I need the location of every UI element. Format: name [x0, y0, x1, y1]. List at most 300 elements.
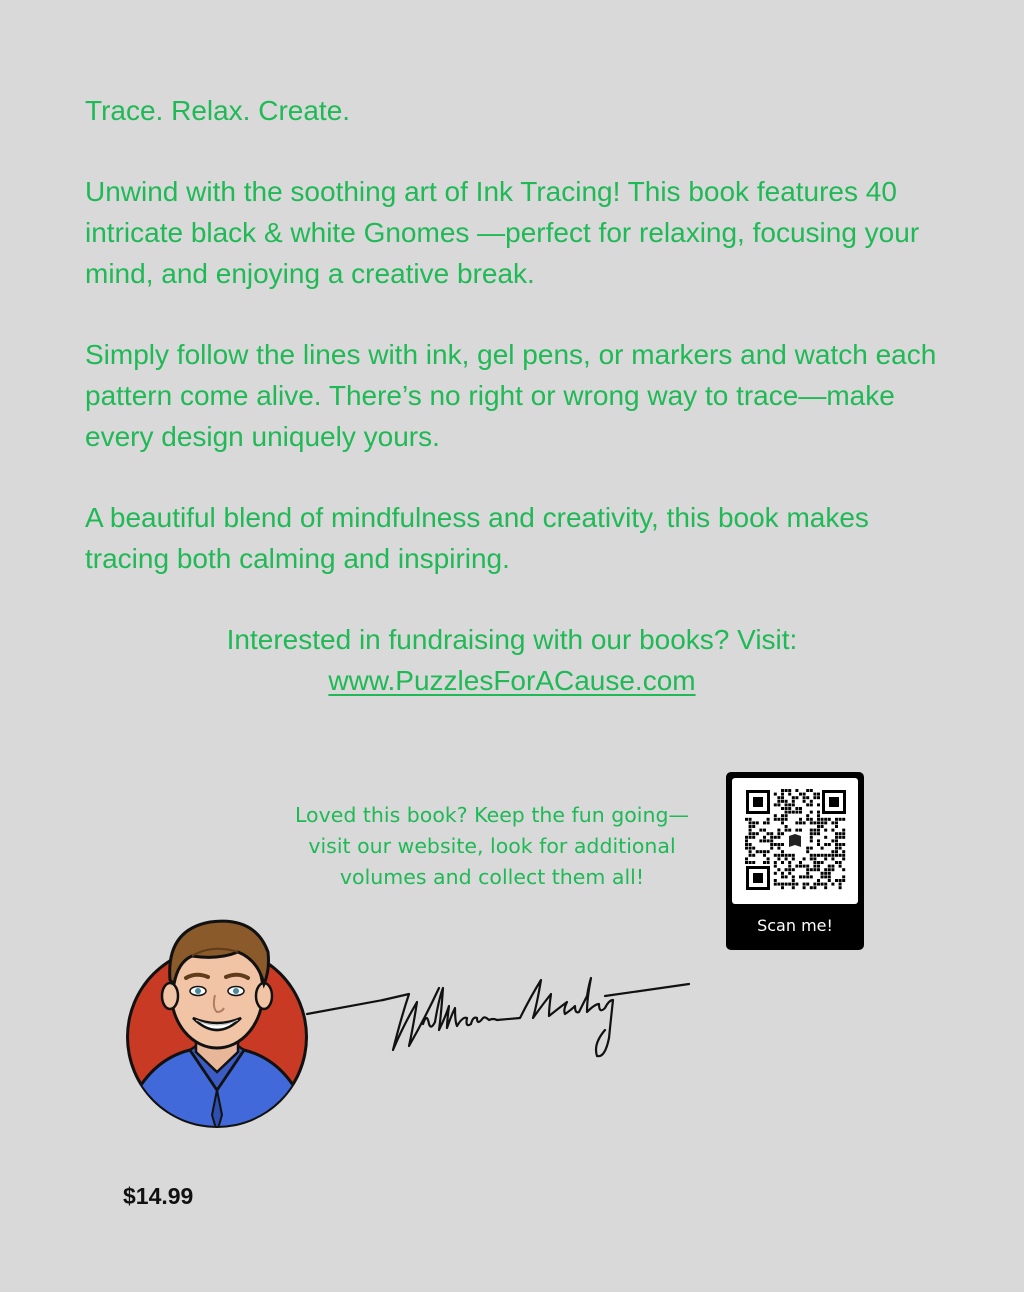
qr-module	[806, 875, 809, 878]
tagline: Trace. Relax. Create.	[85, 95, 351, 126]
qr-module	[777, 868, 780, 871]
qr-module	[785, 789, 788, 792]
qr-module	[831, 821, 834, 824]
qr-module	[813, 796, 816, 799]
qr-module	[806, 814, 809, 817]
promo-message	[272, 800, 712, 893]
qr-module	[821, 861, 824, 864]
qr-module	[828, 868, 831, 871]
qr-module	[810, 821, 813, 824]
qr-module	[806, 818, 809, 821]
qr-module	[817, 883, 820, 886]
qr-module	[821, 818, 824, 821]
qr-module	[824, 818, 827, 821]
qr-module	[759, 839, 762, 842]
qr-module	[785, 875, 788, 878]
qr-module	[767, 839, 770, 842]
qr-module	[828, 872, 831, 875]
qr-module	[835, 854, 838, 857]
qr-module	[813, 821, 816, 824]
qr-module	[817, 861, 820, 864]
qr-module	[821, 847, 824, 850]
qr-module	[821, 825, 824, 828]
qr-module	[785, 825, 788, 828]
qr-module	[795, 829, 798, 832]
qr-module	[795, 789, 798, 792]
qr-module	[817, 796, 820, 799]
qr-module	[817, 829, 820, 832]
qr-module	[788, 872, 791, 875]
qr-module	[759, 850, 762, 853]
qr-module	[781, 789, 784, 792]
qr-module	[788, 793, 791, 796]
qr-module	[821, 821, 824, 824]
qr-module	[824, 843, 827, 846]
qr-module	[781, 818, 784, 821]
qr-module	[842, 879, 845, 882]
qr-module	[785, 818, 788, 821]
qr-module	[831, 865, 834, 868]
promo-line-2: visit our website, look for additional	[308, 834, 676, 858]
qr-module	[781, 821, 784, 824]
qr-module	[817, 868, 820, 871]
description-paragraph-2	[85, 334, 955, 457]
qr-module	[803, 865, 806, 868]
qr-module	[806, 803, 809, 806]
qr-module	[788, 789, 791, 792]
qr-module	[813, 854, 816, 857]
qr-module	[839, 836, 842, 839]
qr-module	[792, 854, 795, 857]
qr-module	[803, 857, 806, 860]
qr-module	[749, 843, 752, 846]
qr-module	[803, 821, 806, 824]
qr-module	[749, 836, 752, 839]
qr-module	[828, 875, 831, 878]
qr-module	[745, 847, 748, 850]
qr-module	[813, 857, 816, 860]
qr-module	[777, 847, 780, 850]
qr-module	[835, 836, 838, 839]
qr-module	[795, 807, 798, 810]
qr-module	[806, 872, 809, 875]
qr-module	[831, 854, 834, 857]
qr-module	[774, 836, 777, 839]
qr-module	[810, 829, 813, 832]
qr-module	[792, 800, 795, 803]
qr-module	[810, 811, 813, 814]
qr-module	[813, 886, 816, 889]
qr-module	[752, 832, 755, 835]
qr-module	[803, 793, 806, 796]
qr-module	[799, 875, 802, 878]
qr-module	[767, 818, 770, 821]
qr-module	[813, 829, 816, 832]
qr-module	[817, 811, 820, 814]
qr-module	[745, 839, 748, 842]
qr-module	[799, 807, 802, 810]
qr-module	[835, 839, 838, 842]
qr-module	[828, 865, 831, 868]
qr-module	[749, 818, 752, 821]
qr-module	[824, 883, 827, 886]
qr-module	[749, 854, 752, 857]
description-text-1: Unwind with the soothing art of Ink Tracing! This book features 40 intricate black & white Gnomes —perfect for relaxing, focusing your mind, and enjoying a creative break.	[85, 176, 920, 289]
qr-module	[792, 883, 795, 886]
qr-module	[777, 803, 780, 806]
qr-module	[817, 854, 820, 857]
qr-module	[803, 800, 806, 803]
qr-module	[824, 868, 827, 871]
qr-module	[817, 821, 820, 824]
qr-label: Scan me!	[757, 916, 833, 935]
qr-module	[781, 800, 784, 803]
qr-module	[781, 861, 784, 864]
qr-module	[777, 854, 780, 857]
qr-module	[839, 886, 842, 889]
qr-module	[835, 821, 838, 824]
qr-module	[821, 883, 824, 886]
qr-module	[810, 836, 813, 839]
qr-module	[752, 861, 755, 864]
qr-module	[806, 868, 809, 871]
qr-module	[828, 843, 831, 846]
qr-module	[745, 818, 748, 821]
qr-module	[774, 818, 777, 821]
qr-module	[770, 839, 773, 842]
promo-line-1: Loved this book? Keep the fun going—	[295, 803, 689, 827]
qr-module	[817, 832, 820, 835]
fundraising-prompt: Interested in fundraising with our books? Visit:	[226, 624, 798, 655]
description-text-3: A beautiful blend of mindfulness and creativity, this book makes tracing both calming and inspiring.	[85, 502, 869, 574]
qr-module	[781, 814, 784, 817]
qr-module	[817, 839, 820, 842]
qr-module	[817, 814, 820, 817]
qr-module	[781, 875, 784, 878]
qr-module	[774, 843, 777, 846]
qr-module	[792, 886, 795, 889]
qr-module	[842, 818, 845, 821]
qr-module	[842, 854, 845, 857]
qr-module	[824, 854, 827, 857]
qr-module	[842, 836, 845, 839]
qr-module	[839, 883, 842, 886]
qr-module	[781, 843, 784, 846]
qr-module	[749, 847, 752, 850]
qr-module	[763, 850, 766, 853]
qr-module	[781, 872, 784, 875]
qr-module	[821, 875, 824, 878]
author-signature	[305, 938, 695, 1068]
qr-module	[752, 847, 755, 850]
qr-module	[749, 832, 752, 835]
qr-module	[767, 850, 770, 853]
qr-module	[774, 879, 777, 882]
qr-module	[763, 836, 766, 839]
qr-module	[749, 861, 752, 864]
qr-module	[752, 836, 755, 839]
qr-module	[842, 857, 845, 860]
description-paragraph-3	[85, 497, 955, 579]
qr-module	[821, 854, 824, 857]
qr-module	[817, 793, 820, 796]
qr-module	[810, 868, 813, 871]
qr-module	[831, 857, 834, 860]
qr-module	[810, 886, 813, 889]
qr-module	[817, 879, 820, 882]
qr-module	[842, 875, 845, 878]
qr-module	[763, 854, 766, 857]
qr-module	[824, 836, 827, 839]
qr-module	[839, 818, 842, 821]
qr-module	[799, 829, 802, 832]
qr-module	[763, 839, 766, 842]
qr-module	[842, 832, 845, 835]
qr-module	[835, 861, 838, 864]
qr-module	[785, 803, 788, 806]
qr-module	[806, 883, 809, 886]
fundraising-section	[0, 619, 1024, 701]
qr-module	[785, 829, 788, 832]
qr-module	[835, 818, 838, 821]
qr-module	[777, 796, 780, 799]
qr-module	[839, 854, 842, 857]
qr-module	[749, 825, 752, 828]
qr-module	[839, 879, 842, 882]
qr-module	[774, 865, 777, 868]
price: $14.99	[123, 1183, 194, 1209]
qr-module	[799, 861, 802, 864]
qr-module	[774, 854, 777, 857]
qr-module	[763, 821, 766, 824]
qr-module	[835, 879, 838, 882]
qr-module	[839, 861, 842, 864]
qr-module	[777, 832, 780, 835]
qr-module	[839, 865, 842, 868]
qr-module	[785, 811, 788, 814]
qr-module	[842, 829, 845, 832]
qr-module	[745, 843, 748, 846]
qr-module	[774, 883, 777, 886]
author-avatar	[120, 900, 316, 1132]
qr-module	[835, 850, 838, 853]
qr-module	[813, 883, 816, 886]
qr-module	[777, 818, 780, 821]
qr-module	[774, 814, 777, 817]
qr-module	[774, 872, 777, 875]
qr-module	[839, 832, 842, 835]
qr-module	[785, 883, 788, 886]
qr-module	[774, 861, 777, 864]
qr-module	[792, 857, 795, 860]
qr-module	[770, 832, 773, 835]
qr-module	[788, 811, 791, 814]
qr-module	[839, 847, 842, 850]
qr-module	[767, 821, 770, 824]
qr-module	[770, 836, 773, 839]
qr-module	[788, 803, 791, 806]
qr-module	[777, 800, 780, 803]
qr-module	[813, 868, 816, 871]
qr-module	[831, 883, 834, 886]
qr-module	[781, 832, 784, 835]
qr-module	[756, 832, 759, 835]
qr-module	[792, 875, 795, 878]
qr-module	[824, 886, 827, 889]
qr-module	[752, 854, 755, 857]
qr-code-card[interactable]	[726, 772, 864, 950]
qr-module	[806, 789, 809, 792]
qr-module	[767, 857, 770, 860]
qr-module	[785, 868, 788, 871]
qr-module	[785, 800, 788, 803]
qr-module	[810, 857, 813, 860]
qr-module	[795, 883, 798, 886]
qr-module	[788, 854, 791, 857]
qr-module	[813, 865, 816, 868]
qr-module	[795, 796, 798, 799]
qr-module	[842, 868, 845, 871]
qr-module	[781, 807, 784, 810]
qr-module	[817, 865, 820, 868]
qr-module	[824, 857, 827, 860]
qr-module	[842, 850, 845, 853]
qr-module	[799, 821, 802, 824]
qr-module	[810, 789, 813, 792]
promo-line-3: volumes and collect them all!	[339, 865, 645, 889]
qr-module	[810, 854, 813, 857]
qr-module	[788, 865, 791, 868]
qr-module	[817, 818, 820, 821]
qr-module	[785, 807, 788, 810]
qr-module	[785, 814, 788, 817]
qr-module	[781, 793, 784, 796]
qr-module	[831, 839, 834, 842]
qr-module	[756, 821, 759, 824]
qr-module	[828, 818, 831, 821]
qr-module	[749, 850, 752, 853]
qr-module	[817, 843, 820, 846]
qr-module	[835, 843, 838, 846]
qr-module	[831, 850, 834, 853]
qr-module	[835, 847, 838, 850]
qr-module	[799, 793, 802, 796]
qr-code-icon	[732, 778, 858, 904]
qr-module	[759, 829, 762, 832]
qr-module	[792, 803, 795, 806]
qr-module	[781, 854, 784, 857]
qr-module	[799, 811, 802, 814]
qr-module	[824, 821, 827, 824]
qr-module	[810, 803, 813, 806]
qr-module	[813, 793, 816, 796]
qr-module	[781, 796, 784, 799]
qr-module	[767, 861, 770, 864]
qr-code[interactable]	[732, 778, 858, 904]
qr-module	[792, 796, 795, 799]
qr-module	[788, 829, 791, 832]
qr-module	[799, 865, 802, 868]
qr-module	[835, 832, 838, 835]
qr-module	[803, 796, 806, 799]
qr-module	[774, 803, 777, 806]
qr-module	[817, 803, 820, 806]
qr-module	[763, 829, 766, 832]
qr-module	[806, 850, 809, 853]
qr-module	[781, 883, 784, 886]
qr-module	[777, 857, 780, 860]
qr-module	[799, 818, 802, 821]
qr-module	[770, 843, 773, 846]
qr-module	[795, 821, 798, 824]
qr-module	[813, 861, 816, 864]
qr-module	[752, 821, 755, 824]
qr-module	[835, 825, 838, 828]
website-link[interactable]: www.PuzzlesForACause.com	[328, 665, 696, 696]
qr-module	[745, 857, 748, 860]
qr-module	[803, 883, 806, 886]
qr-module	[745, 836, 748, 839]
qr-module	[781, 850, 784, 853]
qr-module	[831, 829, 834, 832]
qr-module	[806, 865, 809, 868]
qr-module	[842, 843, 845, 846]
qr-module	[810, 847, 813, 850]
qr-module	[792, 868, 795, 871]
qr-module	[831, 868, 834, 871]
qr-module	[788, 868, 791, 871]
qr-module	[777, 883, 780, 886]
qr-module	[810, 818, 813, 821]
description-paragraph-1	[85, 171, 955, 294]
qr-module	[749, 829, 752, 832]
qr-module	[806, 796, 809, 799]
qr-module	[788, 807, 791, 810]
qr-module	[795, 865, 798, 868]
qr-module	[774, 793, 777, 796]
qr-module	[824, 875, 827, 878]
qr-module	[767, 832, 770, 835]
qr-module	[828, 879, 831, 882]
qr-module	[803, 886, 806, 889]
qr-module	[788, 883, 791, 886]
qr-module	[810, 839, 813, 842]
qr-module	[777, 829, 780, 832]
qr-module	[810, 832, 813, 835]
qr-module	[821, 872, 824, 875]
qr-module	[824, 829, 827, 832]
qr-module	[785, 854, 788, 857]
qr-module	[777, 843, 780, 846]
qr-module	[781, 886, 784, 889]
qr-module	[792, 811, 795, 814]
qr-module	[824, 872, 827, 875]
qr-module	[745, 861, 748, 864]
qr-module	[788, 861, 791, 864]
qr-module	[839, 843, 842, 846]
qr-module	[770, 847, 773, 850]
qr-module	[817, 825, 820, 828]
qr-module	[763, 861, 766, 864]
qr-module	[795, 811, 798, 814]
qr-module	[828, 854, 831, 857]
qr-module	[803, 875, 806, 878]
qr-module	[777, 836, 780, 839]
qr-module	[810, 875, 813, 878]
qr-module	[813, 832, 816, 835]
qr-module	[752, 825, 755, 828]
qr-module	[792, 879, 795, 882]
